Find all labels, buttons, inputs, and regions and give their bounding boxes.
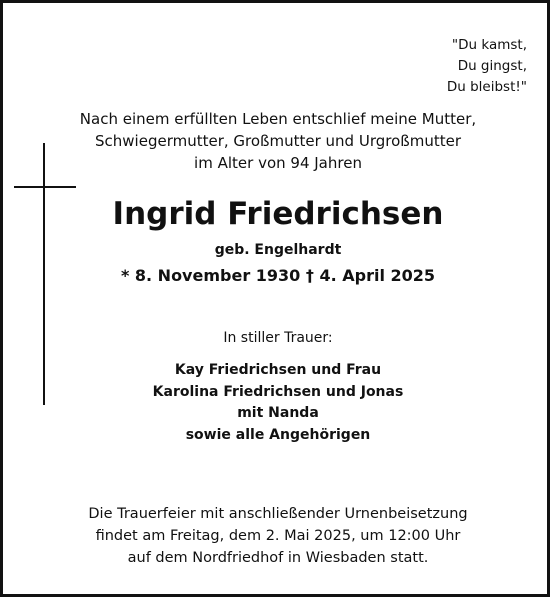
quote-line: Du gingst,: [457, 58, 527, 74]
quote-line: Du bleibst!": [446, 79, 527, 95]
quote-line: "Du kamst,: [451, 37, 527, 53]
intro-line: Nach einem erfüllten Leben entschlief meine Mutter,: [79, 110, 477, 128]
funeral-line: findet am Freitag, dem 2. Mai 2025, um 12:00 Uhr: [95, 528, 461, 544]
mourner-line: mit Nanda: [237, 405, 319, 421]
mourner-line: sowie alle Angehörigen: [185, 426, 371, 443]
intro-text: [3, 108, 550, 174]
quote: [327, 35, 527, 98]
mourner-line: Kay Friedrichsen und Frau: [174, 362, 382, 378]
mourners-list: [3, 360, 550, 446]
intro-line: Schwiegermutter, Großmutter und Urgroßmutter: [95, 132, 461, 150]
funeral-line: auf dem Nordfriedhof in Wiesbaden statt.: [127, 550, 429, 566]
mourner-line: Karolina Friedrichsen und Jonas: [152, 383, 404, 400]
deceased-name: Ingrid Friedrichsen: [112, 196, 444, 232]
life-dates: * 8. November 1930 † 4. April 2025: [120, 266, 436, 285]
intro-line: im Alter von 94 Jahren: [194, 154, 362, 172]
funeral-info: [3, 503, 550, 569]
funeral-line: Die Trauerfeier mit anschließender Urnenbeisetzung: [88, 506, 468, 522]
birth-name: geb. Engelhardt: [214, 242, 342, 258]
cross-icon-bar: [14, 186, 76, 188]
mourning-label: In stiller Trauer:: [223, 330, 333, 346]
